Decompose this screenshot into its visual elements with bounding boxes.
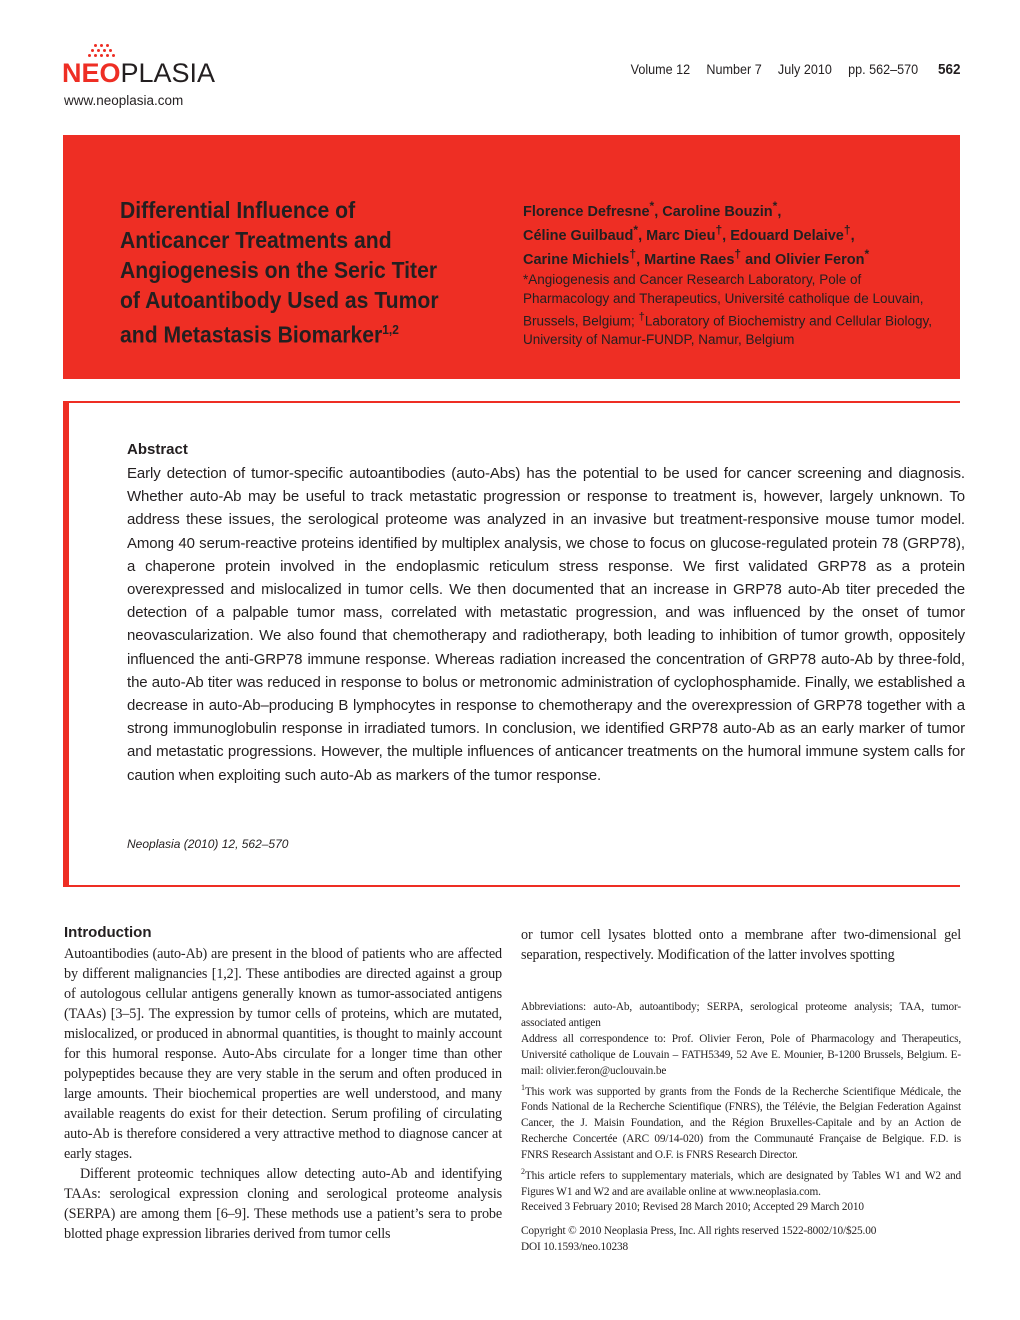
title-banner: [63, 135, 960, 379]
author-mark: †: [734, 246, 742, 261]
page-number: 562: [937, 61, 960, 78]
author: Carine Michiels: [523, 251, 630, 268]
intro-paragraph-continued: or tumor cell lysates blotted onto a membrane after two-dimensional gel separation, respectively. Modification of the latter involves spotting: [521, 927, 961, 963]
logo-wordmark: [62, 58, 215, 88]
author-mark: †: [715, 222, 723, 237]
separator: ,: [777, 203, 782, 220]
abbreviations-note: Abbreviations: auto-Ab, autoantibody; SERPA, serological proteome analysis; TAA, tumor-associated antigen: [521, 1001, 961, 1029]
separator: ,: [654, 203, 659, 220]
footnote-mark: 2: [521, 1166, 525, 1176]
journal-url-link[interactable]: www.neoplasia.com: [64, 93, 184, 108]
author-mark: *: [649, 199, 655, 213]
issue-number: Number 7: [705, 61, 762, 77]
funding-note-text: This work was supported by grants from the Fonds de la Recherche Scientifique Médicale, the Fonds National de la Recherche Scientifique (FNRS), the Télévie, the Belgian Federation Against Cancer, the J. Maisin Foundation, and the Région Bruxelles-Capitale and by an Action de Recherche Concertée (ARC 09/14-020) from the Communauté Française de Belgique. F.D. is FNRS Research Assistant and O.F. is FNRS Research Director.: [521, 1085, 961, 1161]
author-mark: *: [633, 222, 639, 237]
author-mark: *: [772, 199, 778, 213]
doi-link[interactable]: DOI 10.1593/neo.10238: [521, 1241, 628, 1254]
author-mark: †: [629, 246, 637, 261]
affiliations: [523, 271, 943, 350]
article-title: [120, 195, 460, 350]
author-list: [523, 197, 943, 268]
author: Edouard Delaive: [730, 227, 844, 244]
intro-paragraph: Different proteomic techniques allow detecting auto-Ab and identifying TAAs: serological expression cloning and serological proteome analysis (SERPA) are among them [6–9]. These methods use a patient’s sera to probe blotted phage expression libraries derived from tumor cells: [64, 1166, 502, 1242]
logo-neo: NEO: [62, 58, 121, 88]
author-mark: *: [864, 246, 870, 261]
separator: ,: [638, 227, 643, 244]
logo-plasia: PLASIA: [120, 58, 216, 88]
copyright: Copyright © 2010 Neoplasia Press, Inc. All rights reserved 1522-8002/10/$25.00: [521, 1225, 877, 1238]
author: Marc Dieu: [646, 227, 716, 244]
funding-note: [521, 1080, 961, 1164]
right-column: [521, 925, 961, 965]
left-column: [64, 924, 502, 1244]
supplementary-note: [521, 1164, 961, 1201]
abstract-heading: Abstract: [127, 441, 188, 458]
intro-paragraph: Autoantibodies (auto-Ab) are present in the blood of patients who are affected by different malignancies [1,2]. These antibodies are directed against a group of autologous cellular antigens generally known as tumor-associated antigens (TAAs) [3–5]. The expression by tumor cells of proteins, which are mutated, mislocalized, or produced in abnormal quantities, is thought to mainly account for this humoral response. Auto-Abs circulate for a longer time than other polypeptides because they are very stable in the serum and often produced in large amounts. Their biochemical properties are well understood, and many available reagents do exist for their detection. Serum profiling of circulating auto-Ab is therefore considered a very attractive method to diagnose cancer at early stages.: [64, 946, 502, 1162]
journal-info: [614, 61, 960, 78]
article-title-text: Differential Influence of Anticancer Treatments and Angiogenesis on the Seric Titer of Autoantibody Used as Tumor and Metastasis Biomarker: [120, 197, 439, 348]
separator: ,: [850, 227, 855, 244]
title-footnote-marks: 1,2: [382, 322, 399, 337]
author-mark: †: [843, 222, 851, 237]
footnote-mark: 1: [521, 1082, 525, 1092]
separator: ,: [722, 227, 727, 244]
publication-date: July 2010: [777, 61, 832, 77]
author: Olivier Feron: [774, 251, 865, 268]
correspondence-note: Address all correspondence to: Prof. Olivier Feron, Pole of Pharmacology and Therapeutics, Université catholique de Louvain – FATH5349, 52 Ave E. Mounier, B-1200 Brussels, Belgium. E-mail: olivier.feron@uclouvain.be: [521, 1032, 961, 1077]
affiliation-2: Laboratory of Biochemistry and Cellular Biology, University of Namur-FUNDP, Namur, Belgium: [523, 313, 932, 347]
affiliation-mark: †: [638, 311, 645, 323]
affiliation-1: Angiogenesis and Cancer Research Laboratory, Pole of Pharmacology and Therapeutics, Université catholique de Louvain, Brussels, Belgium;: [523, 272, 924, 329]
journal-citation: Neoplasia (2010) 12, 562–570: [127, 837, 289, 851]
footnotes: [521, 1000, 961, 1256]
author: Florence Defresne: [523, 203, 650, 220]
author: Céline Guilbaud: [523, 227, 634, 244]
page-range: pp. 562–570: [847, 61, 918, 77]
author: Martine Raes: [644, 251, 735, 268]
separator: ,: [636, 251, 641, 268]
journal-logo: [62, 44, 222, 88]
received-dates: Received 3 February 2010; Revised 28 March 2010; Accepted 29 March 2010: [521, 1201, 864, 1214]
abstract-box: [63, 401, 965, 887]
author: Caroline Bouzin: [662, 203, 773, 220]
abstract-text: Early detection of tumor-specific autoantibodies (auto-Abs) has the potential to be used for cancer screening and diagnosis. Whether auto-Ab may be useful to track metastatic progression or response to treatment is, however, largely unknown. To address these issues, the serological proteome was analyzed in an invasive but treatment-responsive mouse tumor model. Among 40 serum-reactive proteins identified by multiplex analysis, we chose to focus on glucose-regulated protein 78 (GRP78), a chaperone protein involved in the endoplasmic reticulum stress response. We first validated GRP78 as a protein overexpressed and mislocalized in tumor cells. We then documented that an increase in GRP78 auto-Ab titer preceded the detection of a palpable tumor mass, correlated with metastatic progression, and was influenced by the onset of tumor neovascularization. We also found that chemotherapy and radiotherapy, both leading to inhibition of tumor growth, oppositely influenced the anti-GRP78 immune response. Whereas radiation increased the concentration of GRP78 auto-Ab by three-fold, the auto-Ab titer was reduced in response to bolus or metronomic administration of cyclophosphamide. Finally, we established a decrease in auto-Ab–producing B lymphocytes in response to chemotherapy and the overexpression of GRP78 together with a strong immunoglobulin response in irradiated tumors. In conclusion, we identified GRP78 auto-Ab as an early marker of tumor and metastatic progressions. However, the multiple influences of anticancer treatments on the humoral immune system calls for caution when exploiting such auto-Ab as markers of the tumor response.: [127, 465, 965, 784]
conjunction: and: [745, 251, 771, 268]
affiliation-mark: *: [523, 272, 529, 287]
supplementary-note-text: This article refers to supplementary materials, which are designated by Tables W1 and W2 and Figures W1 and W2 and are available online at www.neoplasia.com.: [521, 1169, 961, 1198]
introduction-heading: Introduction: [64, 924, 152, 941]
volume: Volume 12: [630, 61, 690, 77]
